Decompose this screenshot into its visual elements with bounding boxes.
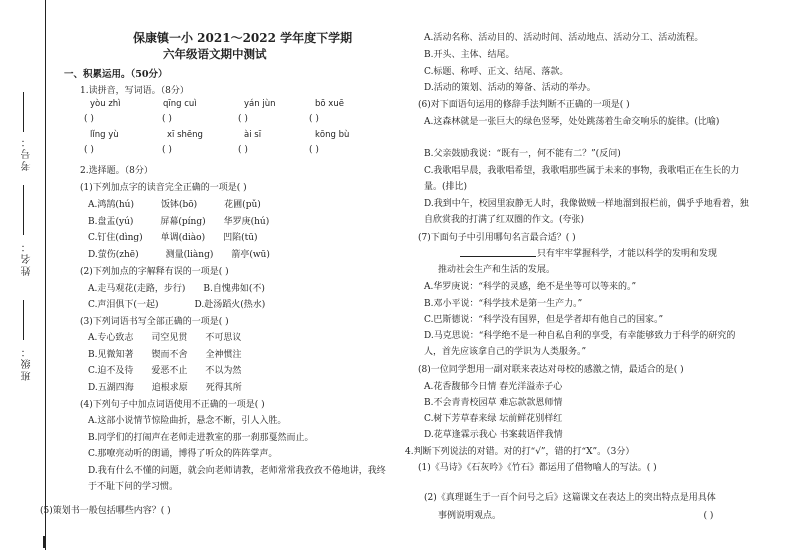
option[interactable]: A.花香馥郁今日情 春光洋溢赤子心	[424, 382, 563, 392]
q4-title: 4.判断下列说法的对错。对的打“√”，错的打“X”。（3分）	[405, 447, 635, 457]
option[interactable]: C.迫不及待 爱恶不止 不以为然	[88, 366, 242, 376]
question-stem: (3)下列词语书写全部正确的一项是( )	[80, 317, 229, 327]
option[interactable]: D.萤伤(zhē) 测量(liàng) 箭亭(wū)	[88, 250, 270, 260]
pinyin-cell: lǐng yù	[90, 130, 119, 140]
class-field[interactable]	[20, 345, 35, 384]
answer-blank[interactable]: ( )	[309, 114, 319, 124]
number-field[interactable]	[20, 135, 35, 174]
fill-blank-line[interactable]	[460, 256, 536, 257]
section-heading: 一、积累运用。（50分）	[64, 69, 168, 80]
option[interactable]: B.盘盂(yú) 屏幕(píng) 华罗庚(hú)	[88, 217, 270, 227]
question-stem: (5)策划书一般包括哪些内容？( )	[40, 506, 171, 516]
answer-blank[interactable]: ( )	[162, 114, 172, 124]
quote-sentence: 推动社会生产和生活的发展。	[438, 265, 556, 275]
answer-blank[interactable]: ( )	[238, 145, 248, 155]
q1-title: 1.读拼音，写词语。（8分）	[80, 86, 189, 96]
option[interactable]: A.活动名称、活动目的、活动时间、活动地点、活动分工、活动流程。	[424, 33, 704, 43]
option[interactable]: A.这部小说情节惊险曲折，悬念不断，引人入胜。	[88, 416, 287, 426]
option[interactable]: C.钉住(dìng) 单调(diào) 凹陷(tū)	[88, 233, 258, 243]
pinyin-cell: kōng bù	[315, 130, 350, 140]
option[interactable]: A.鸿鹄(hú) 饭钵(bō) 花圃(pǔ)	[88, 200, 261, 210]
class-label: 班级：	[22, 345, 33, 381]
question-stem: (1)下列加点字的读音完全正确的一项是( )	[80, 183, 247, 193]
option[interactable]: C.我歌唱早晨，我歌唱希望，我歌唱那些属于未来的事物，我歌唱正在生长的力量。(排比)	[424, 166, 740, 192]
binding-tick	[43, 536, 45, 548]
answer-blank[interactable]: ( )	[84, 114, 94, 124]
option[interactable]: B.不会青青校园草 难忘款款恩师情	[424, 398, 563, 408]
question-stem[interactable]: 事例说明观点。 ( )	[438, 511, 714, 521]
pinyin-cell: qīng cuì	[163, 99, 197, 109]
option[interactable]: D.活动的策划、活动的筹备、活动的举办。	[424, 83, 596, 93]
question-stem: (8)一位同学想用一副对联来表达对母校的感激之情，最适合的是( )	[418, 365, 684, 375]
page-title: 保康镇一小 2021～2022 学年度下学期	[133, 31, 353, 45]
answer-blank[interactable]: ( )	[162, 145, 172, 155]
pinyin-cell: yòu zhì	[90, 99, 121, 109]
page-subtitle: 六年级语文期中测试	[163, 47, 267, 61]
option[interactable]: C.声泪俱下(一起) D.赴汤蹈火(热水)	[88, 300, 266, 310]
option[interactable]: A.这森林就是一张巨大的绿色竖琴，处处跳荡着生命交响乐的旋律。(比喻)	[424, 117, 720, 127]
option[interactable]: C.标题、称呼、正文、结尾、落款。	[424, 67, 569, 77]
option[interactable]: C.巴斯德说：“科学没有国界，但是学者却有他自己的国家。”	[424, 315, 664, 325]
question-stem: (2)下列加点的字解释有误的一项是( )	[80, 267, 229, 277]
answer-blank[interactable]: ( )	[84, 145, 94, 155]
answer-blank[interactable]: ( )	[238, 114, 248, 124]
option[interactable]: D.五湖四海 追根求原 死得其所	[88, 383, 242, 393]
question-stem: (2)《真理诞生于一百个问号之后》这篇课文在表达上的突出特点是用具体	[424, 493, 716, 503]
question-stem[interactable]: (1)《马诗》《石灰吟》《竹石》都运用了借物喻人的写法。( )	[418, 463, 657, 473]
option[interactable]: D.我有什么不懂的问题，就会向老师请教，老师常常我孜孜不倦地讲，我终于不耻下问的学习惯。	[88, 466, 386, 492]
name-line	[23, 185, 24, 235]
question-stem: (6)对下面语句运用的修辞手法判断不正确的一项是( )	[418, 100, 630, 110]
class-line	[23, 300, 24, 340]
option[interactable]: B.父亲鼓励我说：“既有一，何不能有二？”(反问)	[424, 149, 621, 159]
question-stem: (4)下列句子中加点词语使用不正确的一项是( )	[80, 400, 265, 410]
option[interactable]: A.走马观花(走路，步行) B.自愧弗如(不)	[88, 284, 265, 294]
option[interactable]: A.专心致志 司空见贯 不可思议	[88, 333, 242, 343]
answer-blank[interactable]: ( )	[309, 145, 319, 155]
option[interactable]: D.我到中午，校园里寂静无人时，我像做贼一样地溜到报栏前，偶乎乎地看着，独自欣赏我的打满了红双圈的作文。(夸张)	[424, 199, 749, 225]
option[interactable]: D.马克思说：“科学绝不是一种自私自利的享受，有幸能够致力于科学的研究的人，首先应该拿自己的学识为人类服务。”	[424, 331, 736, 357]
binding-rule	[45, 0, 46, 550]
name-label: 姓名：	[22, 240, 33, 276]
pinyin-cell: ài sī	[244, 130, 262, 140]
q2-title: 2.选择题。（8分）	[80, 166, 153, 176]
option[interactable]: B.同学们的打闹声在老师走进教室的那一刹那戛然而止。	[88, 433, 314, 443]
option[interactable]: C.树下芳草春来绿 坛前鲜花别样红	[424, 414, 563, 424]
option[interactable]: C.那嘹亮动听的朗诵，博得了听众的阵阵掌声。	[88, 449, 278, 459]
name-field[interactable]	[20, 240, 35, 279]
option[interactable]: D.花草逢霖示我心 书案载语伴我情	[424, 430, 563, 440]
pinyin-cell: bō xuē	[315, 99, 344, 109]
pinyin-cell: xī shēng	[167, 130, 203, 140]
number-label: 考号：	[22, 135, 33, 171]
option[interactable]: B.见微知著 锲而不舍 全神惯注	[88, 350, 242, 360]
question-stem: (7)下面句子中引用哪句名言最合适？( )	[418, 233, 576, 243]
number-line	[23, 92, 24, 132]
option[interactable]: B.邓小平说：“科学技术是第一生产力。”	[424, 299, 583, 309]
option[interactable]: B.开头、主体、结尾。	[424, 50, 515, 60]
option[interactable]: A.华罗庚说：“科学的灵感，绝不是坐等可以等来的。”	[424, 282, 637, 292]
pinyin-cell: yán jùn	[244, 99, 276, 109]
quote-sentence: 只有牢牢掌握科学，才能以科学的发明和发现	[537, 249, 718, 259]
